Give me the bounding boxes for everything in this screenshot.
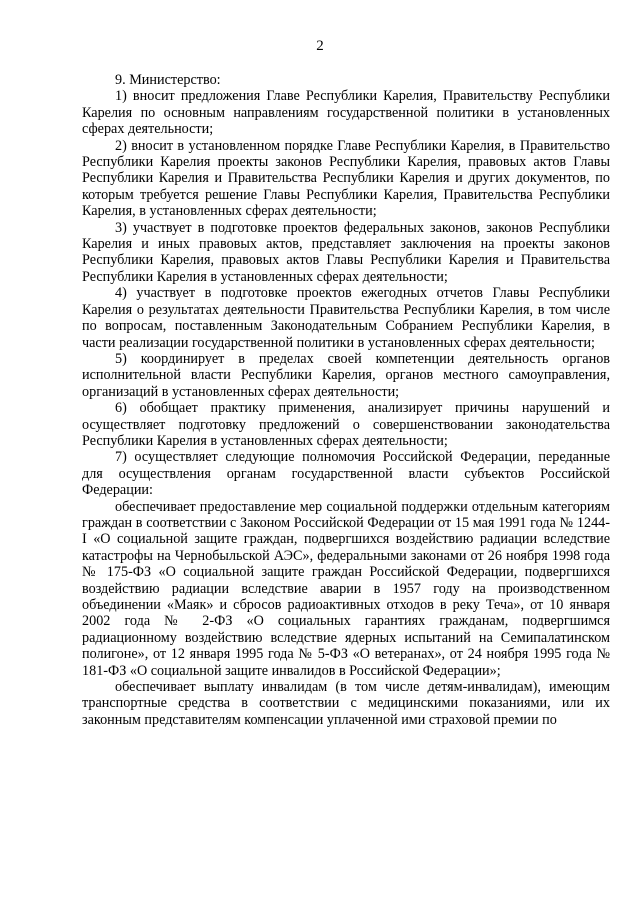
section-heading: 9. Министерство: — [115, 72, 221, 88]
paragraph-item-7: 7) осуществляет следующие полномочия Российской Федерации, переданные для осуществления органам государственной власти субъектов Российской Федерации: — [82, 449, 610, 499]
paragraph-subitem-1: обеспечивает предоставление мер социальной поддержки отдельным категориям граждан в соответствии с Законом Российской Федерации от 15 мая 1991 года № 1244-I «О социальной защите граждан, подвергшихся воздействию радиации вследствие катастрофы на Чернобыльской АЭС», федеральными законами от 26 ноября 1998 года № 175-ФЗ «О социальной защите граждан Российской Федерации, подвергшихся воздействию радиации вследствие аварии в 1957 году на производственном объединении «Маяк» и сбросов радиоактивных отходов в реку Теча», от 10 января 2002 года № 2-ФЗ «О социальных гарантиях гражданам, подвергшимся радиационному воздействию вследствие ядерных испытаний на Семипалатинском полигоне», от 12 января 1995 года № 5-ФЗ «О ветеранах», от 24 ноября 1995 года № 181-ФЗ «О социальной защите инвалидов в Российской Федерации»; — [82, 498, 610, 679]
paragraph-item-1: 1) вносит предложения Главе Республики Карелия, Правительству Республики Карелия по основным направлениям государственной политики в установленных сферах деятельности; — [82, 88, 610, 138]
paragraph-item-6: 6) обобщает практику применения, анализирует причины нарушений и осуществляет подготовку предложений о совершенствовании законодательства Республики Карелия в установленных сферах деятельности; — [82, 400, 610, 449]
page-number: 2 — [316, 38, 324, 54]
paragraph-subitem-2: обеспечивает выплату инвалидам (в том числе детям-инвалидам), имеющим транспортные средства в соответствии с медицинскими показаниями, или их законным представителям компенсации уплаченной ими страховой премии по — [82, 679, 610, 728]
paragraph-item-3: 3) участвует в подготовке проектов федеральных законов, законов Республики Карелия и иных правовых актов, представляет заключения на проекты законов Республики Карелия, правовых актов Главы Республики Карелия и Правительства Республики Карелия в установленных сферах деятельности; — [82, 219, 610, 285]
paragraph-item-5: 5) координирует в пределах своей компетенции деятельность органов исполнительной власти Республики Карелия, органов местного самоуправления, организаций в установленных сферах деятельности; — [82, 350, 610, 400]
paragraph-item-4: 4) участвует в подготовке проектов ежегодных отчетов Главы Республики Карелия о результатах деятельности Правительства Республики Карелия, в том числе по вопросам, поставленным Законодательным Собранием Республики Карелия, в части реализации государственной политики в установленных сферах деятельности; — [82, 285, 610, 351]
document-body — [82, 72, 610, 728]
paragraph-item-2: 2) вносит в установленном порядке Главе Республики Карелия, в Правительство Республики Карелия проекты законов Республики Карелия, правовых актов Главы Республики Карелия и Правительства Республики Карелия и других документов, по которым требуется решение Главы Республики Карелия, Правительства Республики Карелия, в установленных сферах деятельности; — [82, 137, 610, 220]
